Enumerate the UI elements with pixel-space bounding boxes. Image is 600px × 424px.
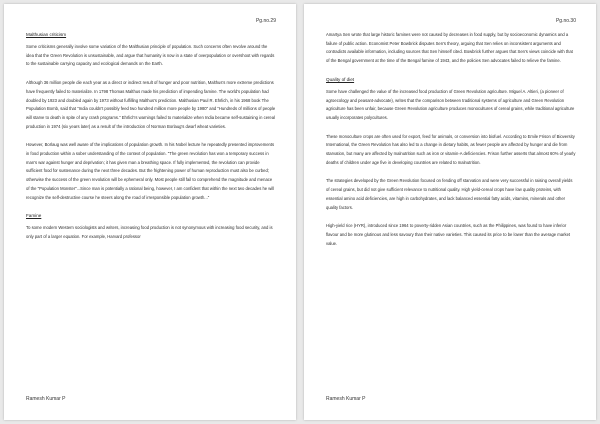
paragraph: Some have challenged the value of the increased food production of Green Revolution agriculture. Miguel A. Altieri, (a pioneer of agroecology and peasant-advocate), writes that the comparison between traditional systems of agriculture and Green Revolution agriculture has been unfair, because Green Revolution agriculture produces monocultures of cereal grains, while traditional agriculture usually incorporates polycultures. — [326, 88, 575, 120]
paragraph: Although 36 million people die each year as a direct or indirect result of hunger and poor nutrition, Malthus's more extreme predictions have frequently failed to materialize. In 1798 Thomas Malthus made his prediction of impending famine. The world's population had doubled by 1923 and doubled again by 1973 without fulfilling Malthus's prediction. Malthusian Paul R. Ehrlich, in his 1968 book The Population Bomb, said that "India couldn't possibly feed two hundred million more people by 1980" and "Hundreds of millions of people will starve to death in spite of any crash programs." Ehrlich's warnings failed to materialize when India became self-sustaining in cereal production in 1974 (six years later) as a result of the introduction of Norman Borlaug's dwarf wheat varieties. — [26, 80, 276, 129]
paragraph: High-yield rice (HYR), introduced since 1964 to poverty-ridden Asian countries, such as the Philippines, was found to have inferior flavour and be more glutinous and less savoury than their native varieties. This caused its price to be lower than the average market value. — [326, 223, 571, 246]
paragraph: Amartya Sen wrote that large historic famines were not caused by decreases in food supply, but by socioeconomic dynamics and a failure of public action. Economist Peter Bowbrick disputes Sen's theory, arguing that Sen relies on inconsistent arguments and contradicts available information, including sources that Sen himself cited. Bowbrick further argues that Sen's views coincide with that of the Bengal government at the time of the Bengal famine of 1943, and the policies Sen advocates failed to relieve the famine. — [326, 32, 573, 64]
page-number: Pg.no.30 — [555, 18, 576, 24]
paragraph: To some modern Western sociologists and writers, increasing food production is not synonymous with increasing food security, and is only part of a larger equation. For example, Harvard professor — [26, 225, 273, 239]
paragraph: These monoculture crops are often used for export, feed for animals, or conversion into biofuel. According to Emile Frison of Bioversity International, the Green Revolution has also led to a change in dietary habits, as fewer people are affected by hunger and die from starvation, but many are affected by malnutrition such as iron or vitamin-A deficiencies. Frison further asserts that almost 60% of yearly deaths of children under age five in developing countries are related to malnutrition. — [326, 133, 576, 165]
page-number: Pg.no.29 — [255, 18, 276, 24]
section-heading-malthusian-criticism: Malthusian criticism — [26, 32, 67, 37]
section-heading-quality-of-diet: Quality of diet — [326, 76, 355, 82]
left-page — [4, 4, 296, 420]
footer-author: Ramesh Kumar P — [26, 396, 66, 402]
section-heading-famine: Famine — [26, 213, 42, 219]
right-page — [304, 4, 596, 420]
paragraph: However, Borlaug was well aware of the implications of population growth. In his Nobel lecture he repeatedly presented improvements in food production within a sober understanding of the context of population. "The green revolution has won a temporary success in man's war against hunger and deprivation; it has given man a breathing space. If fully implemented, the revolution can provide sufficient food for sustenance during the next three decades. But the frightening power of human reproduction must also be curbed; otherwise the success of the green revolution will be ephemeral only. Most people still fail to comprehend the magnitude and menace of the "Population Monster"...Since man is potentially a rational being, however, I am confident that within the next two decades he will recognize the self-destructive course he steers along the road of irresponsible population growth..." — [26, 142, 275, 200]
paragraph: The strategies developed by the Green Revolution focused on fending off starvation and were very successful in raising overall yields of cereal grains, but did not give sufficient relevance to nutritional quality. High yield-cereal crops have low quality proteins, with essential amino acid deficiencies, are high in carbohydrates, and lack balanced essential fatty acids, vitamins, minerals and other quality factors. — [326, 178, 573, 210]
paragraph: Some criticisms generally involve some variation of the Malthusian principle of population. Such concerns often revolve around the idea that the Green Revolution is unsustainable, and argue that humanity is now in a state of overpopulation or overshoot with regards to the sustainable carrying capacity and ecological demands on the Earth. — [26, 44, 275, 67]
footer-author: Ramesh Kumar P — [326, 396, 366, 402]
